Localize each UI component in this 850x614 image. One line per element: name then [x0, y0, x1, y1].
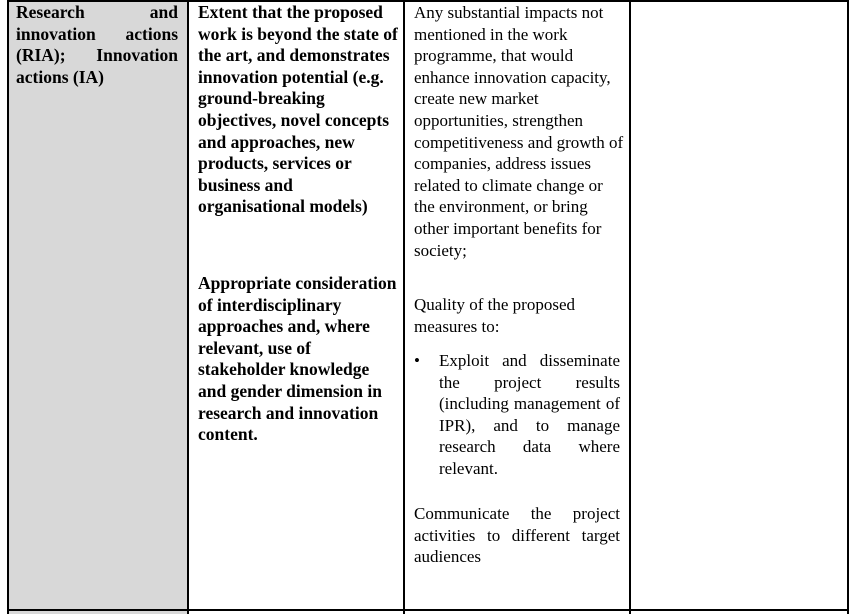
criterion-beyond-state-of-art: Extent that the proposed work is beyond the state of the art, and demonstrates innovation potential (e.g. ground-breaking objectives, novel concepts and approaches, new products, services or business and organisational models)	[198, 2, 398, 217]
quality-intro: Quality of the proposed measures to:	[414, 295, 575, 336]
table-border-bottom	[8, 609, 848, 611]
table-border-col3	[629, 0, 631, 614]
table-border-right	[847, 0, 849, 614]
table-border-left	[7, 0, 9, 614]
communicate-paragraph: Communicate the project activities to different target audiences	[414, 504, 620, 567]
bullet-exploit-text: Exploit and disseminate the project results (including management of IPR), and to manage research data where relevant.	[439, 351, 620, 478]
table-border-col2	[403, 0, 405, 614]
impacts-paragraph: Any substantial impacts not mentioned in the work programme, that would enhance innovation capacity, create new market opportunities, strengthen competitiveness and growth of companies, address issues related to climate change or the environment, or bring other important benefits for society;	[414, 3, 624, 260]
criterion-interdisciplinary: Appropriate consideration of interdisciplinary approaches and, where relevant, use of stakeholder knowledge and gender dimension in research and innovation content.	[198, 273, 397, 445]
bullet-icon: •	[414, 351, 420, 370]
table-cell-empty	[630, 0, 848, 614]
table-cell-action-type	[8, 0, 188, 614]
action-type-label: Research and innovation actions (RIA); Innovation actions (IA)	[16, 2, 178, 87]
table-border-col1	[187, 0, 189, 614]
